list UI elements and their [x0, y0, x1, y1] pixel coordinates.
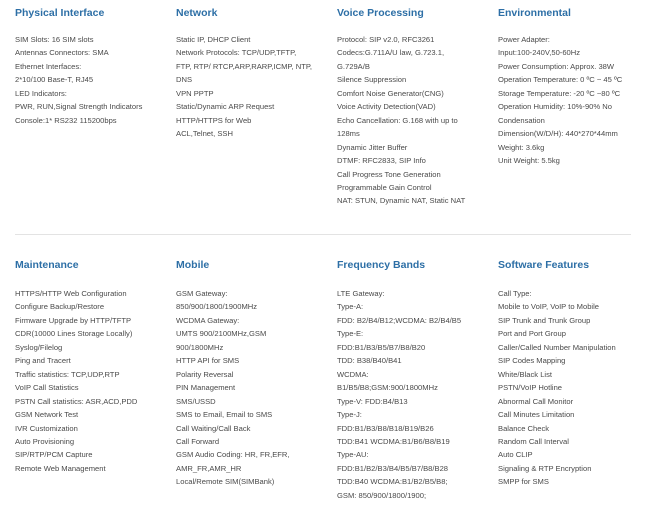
spec-line: 900/1800MHz [176, 342, 224, 352]
spec-line: NAT: STUN, Dynamic NAT, Static NAT [337, 196, 466, 206]
spec-line: GSM Gateway: [176, 289, 228, 298]
spec-line: Caller/Called Number Manipulation [498, 342, 616, 352]
spec-column-network [176, 0, 326, 141]
spec-list [176, 287, 326, 489]
column-heading: Mobile [176, 259, 210, 271]
spec-line: Dynamic Jitter Buffer [337, 142, 408, 152]
spec-line: Echo Cancellation: G.168 with up to [337, 115, 458, 125]
spec-line: ACL,Telnet, SSH [176, 129, 233, 139]
spec-line: Storage Temperature: -20 ºC ~80 ºC [498, 88, 621, 98]
spec-line: SIP Trunk and Trunk Group [498, 315, 591, 325]
spec-line: FTP, RTP/ RTCP,ARP,RARP,ICMP, NTP, [176, 61, 313, 71]
spec-column-software-features [498, 250, 648, 489]
spec-line: Codecs:G.711A/U law, G.723.1, [337, 48, 445, 58]
spec-line: DTMF: RFC2833, SIP Info [337, 156, 426, 166]
spec-line: Power Adapter: [498, 35, 550, 44]
spec-line: Comfort Noise Generator(CNG) [337, 88, 444, 98]
spec-list [498, 33, 648, 168]
spec-line: Type-J: [337, 410, 362, 420]
spec-line: UMTS 900/2100MHz,GSM [176, 329, 267, 339]
spec-line: Protocol: SIP v2.0, RFC3261 [337, 35, 435, 44]
spec-line: CDR(10000 Lines Storage Locally) [15, 329, 133, 339]
spec-line: HTTP/HTTPS for Web [176, 115, 252, 125]
spec-list [176, 33, 326, 141]
spec-line: FDD:B1/B3/B5/B7/B8/B20 [337, 342, 426, 352]
spec-line: FDD: B2/B4/B12;WCDMA: B2/B4/B5 [337, 315, 462, 325]
spec-line: Operation Temperature: 0 ºC ~ 45 ºC [498, 75, 623, 85]
spec-line: WCDMA: [337, 369, 369, 379]
spec-line: Unit Weight: 5.5kg [498, 156, 560, 166]
spec-line: SIP/RTP/PCM Capture [15, 450, 93, 460]
spec-line: GSM: 850/900/1800/1900; [337, 490, 427, 500]
spec-line: SMS/USSD [176, 396, 216, 406]
column-heading: Voice Processing [337, 7, 424, 19]
spec-line: VoIP Call Statistics [15, 383, 79, 393]
spec-line: Firmware Upgrade by HTTP/TFTP [15, 315, 132, 325]
column-heading: Physical Interface [15, 7, 105, 19]
spec-line: Auto Provisioning [15, 436, 75, 446]
spec-line: Auto CLIP [498, 450, 533, 460]
spec-line: LED Indicators: [15, 88, 67, 98]
spec-line: Random Call Interval [498, 436, 569, 446]
spec-line: Ethernet Interfaces: [15, 61, 82, 71]
spec-line: LTE Gateway: [337, 289, 385, 298]
spec-line: GSM Audio Coding: HR, FR,EFR, [176, 450, 290, 460]
spec-line: Weight: 3.6kg [498, 142, 545, 152]
spec-line: 2*10/100 Base-T, RJ45 [15, 75, 94, 85]
spec-line: GSM Network Test [15, 410, 79, 420]
spec-column-maintenance [15, 250, 165, 475]
spec-line: FDD:B1/B2/B3/B4/B5/B7/B8/B28 [337, 463, 449, 473]
spec-line: Type-A: [337, 302, 364, 312]
spec-list [337, 287, 487, 502]
spec-line: 128ms [337, 129, 360, 139]
spec-column-environmental [498, 0, 648, 168]
spec-line: Operation Humidity: 10%-90% No [498, 102, 612, 112]
spec-list [337, 33, 487, 208]
spec-line: Antennas Connectors: SMA [15, 48, 109, 58]
spec-line: Polarity Reversal [176, 369, 234, 379]
spec-line: HTTP API for SMS [176, 356, 240, 366]
spec-line: Type-V: FDD:B4/B13 [337, 396, 408, 406]
spec-line: Mobile to VoIP, VoIP to Mobile [498, 302, 600, 312]
spec-line: PSTN/VoIP Hotline [498, 383, 563, 393]
column-heading: Maintenance [15, 259, 79, 271]
spec-line: Console:1* RS232 115200bps [15, 115, 117, 125]
spec-line: AMR_FR,AMR_HR [176, 463, 242, 473]
spec-line: Abnormal Call Monitor [498, 396, 574, 406]
spec-line: Port and Port Group [498, 329, 566, 339]
spec-line: SIM Slots: 16 SIM slots [15, 35, 94, 44]
spec-line: Type-E: [337, 329, 364, 339]
spec-line: Voice Activity Detection(VAD) [337, 102, 436, 112]
spec-column-voice-processing [337, 0, 487, 208]
spec-line: Type-AU: [337, 450, 369, 460]
section-divider [15, 234, 631, 235]
spec-list [15, 287, 165, 475]
spec-line: White/Black List [498, 369, 553, 379]
spec-line: Call Minutes Limitation [498, 410, 575, 420]
spec-column-mobile [176, 250, 326, 489]
spec-line: 850/900/1800/1900MHz [176, 302, 258, 312]
spec-line: PSTN Call statistics: ASR,ACD,PDD [15, 396, 138, 406]
spec-line: Traffic statistics: TCP,UDP,RTP [15, 369, 120, 379]
spec-line: Programmable Gain Control [337, 182, 432, 192]
spec-line: Condensation [498, 115, 545, 125]
spec-line: TDD: B38/B40/B41 [337, 356, 402, 366]
spec-line: FDD:B1/B3/B8/B18/B19/B26 [337, 423, 434, 433]
spec-line: Network Protocols: TCP/UDP,TFTP, [176, 48, 297, 58]
spec-list [15, 33, 165, 127]
spec-list [498, 287, 648, 489]
spec-line: Signaling & RTP Encryption [498, 463, 592, 473]
spec-line: VPN PPTP [176, 88, 214, 98]
spec-line: Remote Web Management [15, 463, 106, 473]
spec-line: WCDMA Gateway: [176, 315, 240, 325]
spec-line: HTTPS/HTTP Web Configuration [15, 289, 127, 298]
spec-line: Input:100-240V,50-60Hz [498, 48, 581, 58]
spec-line: PIN Management [176, 383, 236, 393]
spec-line: Static IP, DHCP Client [176, 35, 251, 44]
spec-line: TDD:B40 WCDMA:B1/B2/B5/B8; [337, 477, 448, 487]
spec-line: Static/Dynamic ARP Request [176, 102, 275, 112]
spec-line: B1/B5/B8;GSM:900/1800MHz [337, 383, 438, 393]
spec-line: Dimension(W/D/H): 440*270*44mm [498, 129, 618, 139]
spec-line: TDD:B41 WCDMA:B1/B6/B8/B19 [337, 436, 450, 446]
column-heading: Environmental [498, 7, 571, 19]
spec-line: Configure Backup/Restore [15, 302, 105, 312]
spec-line: G.729A/B [337, 61, 370, 71]
spec-line: Call Type: [498, 289, 532, 298]
spec-line: Call Waiting/Call Back [176, 423, 251, 433]
spec-line: Power Consumption: Approx. 38W [498, 61, 615, 71]
spec-line: Balance Check [498, 423, 550, 433]
column-heading: Network [176, 7, 218, 19]
spec-line: Ping and Tracert [15, 356, 71, 366]
spec-line: SIP Codes Mapping [498, 356, 566, 366]
column-heading: Software Features [498, 259, 590, 271]
spec-line: DNS [176, 75, 193, 85]
spec-line: Call Progress Tone Generation [337, 169, 441, 179]
column-heading: Frequency Bands [337, 259, 426, 271]
spec-line: Call Forward [176, 436, 220, 446]
specs-section-top [0, 0, 650, 230]
spec-column-physical-interface [15, 0, 165, 127]
spec-column-frequency-bands [337, 250, 487, 502]
spec-line: Local/Remote SIM(SIMBank) [176, 477, 275, 487]
specs-section-bottom [0, 250, 650, 505]
spec-line: PWR, RUN,Signal Strength Indicators [15, 102, 143, 112]
spec-line: Syslog/Filelog [15, 342, 63, 352]
spec-line: Silence Suppression [337, 75, 407, 85]
spec-line: IVR Customization [15, 423, 78, 433]
spec-line: SMS to Email, Email to SMS [176, 410, 273, 420]
spec-line: SMPP for SMS [498, 477, 549, 487]
